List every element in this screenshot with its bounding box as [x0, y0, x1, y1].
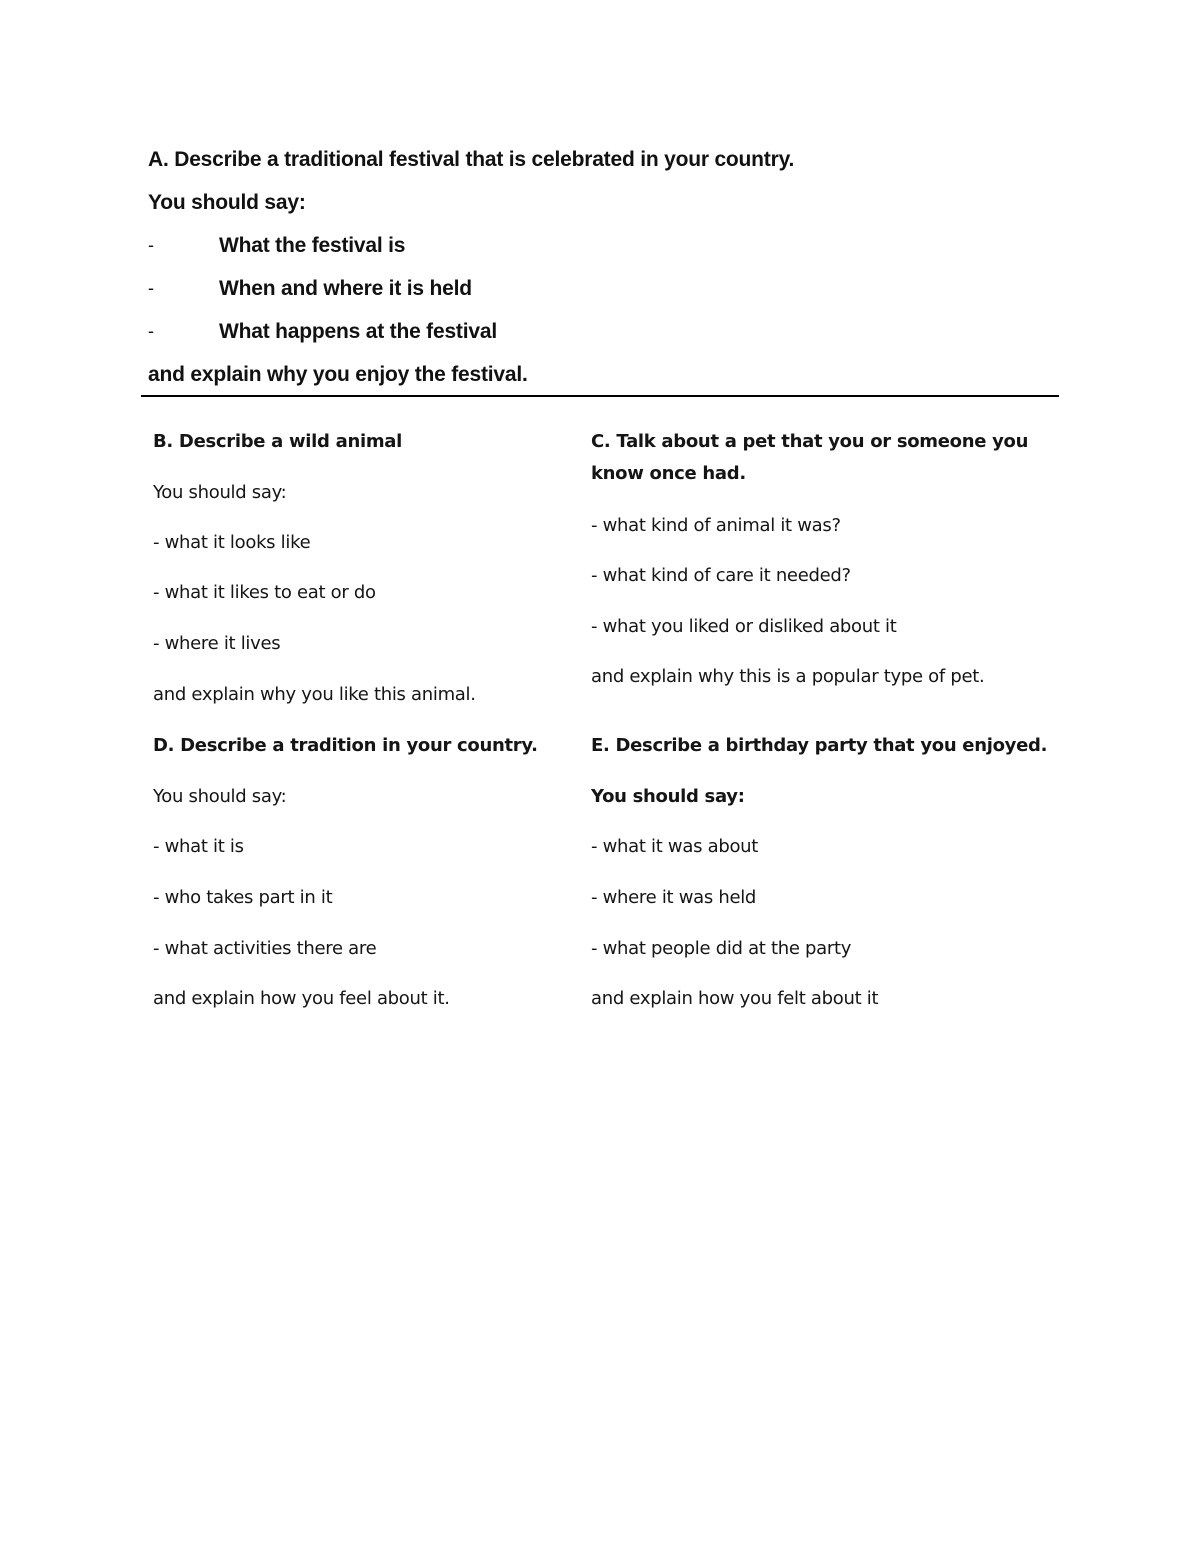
section-b-closing: and explain why you like this animal. — [153, 684, 476, 705]
section-a-bullet — [148, 267, 1048, 310]
list-item: - where it was held — [591, 887, 757, 908]
section-a-bullet — [148, 224, 1048, 267]
section-a — [148, 138, 1048, 396]
list-item: - what it was about — [591, 836, 759, 857]
bullet-text: What the festival is — [219, 234, 406, 257]
section-c-heading-line2: know once had. — [591, 463, 746, 484]
bullet-text: When and where it is held — [219, 277, 472, 300]
section-c-heading-line1: C. Talk about a pet that you or someone you — [591, 431, 1029, 452]
section-a-bullet — [148, 310, 1048, 353]
section-d-closing: and explain how you feel about it. — [153, 988, 450, 1009]
bullet-dash: - — [148, 235, 154, 255]
section-e-heading: E. Describe a birthday party that you enjoyed. — [591, 735, 1048, 756]
section-a-prompt: You should say: — [148, 191, 306, 214]
section-d-heading: D. Describe a tradition in your country. — [153, 735, 538, 756]
bullet-text: What happens at the festival — [219, 320, 497, 343]
list-item: - what it looks like — [153, 532, 311, 553]
section-e-prompt: You should say: — [591, 786, 745, 807]
section-b-prompt: You should say: — [153, 482, 287, 503]
section-divider — [141, 395, 1059, 397]
bullet-dash: - — [148, 321, 154, 341]
section-b-heading: B. Describe a wild animal — [153, 431, 403, 452]
list-item: - what kind of animal it was? — [591, 515, 841, 536]
bullet-dash: - — [148, 278, 154, 298]
list-item: - what it is — [153, 836, 244, 857]
list-item: - what people did at the party — [591, 938, 852, 959]
section-d-prompt: You should say: — [153, 786, 287, 807]
section-a-closing: and explain why you enjoy the festival. — [148, 363, 528, 386]
list-item: - what kind of care it needed? — [591, 565, 851, 586]
list-item: - where it lives — [153, 633, 281, 654]
list-item: - what you liked or disliked about it — [591, 616, 897, 637]
list-item: - what activities there are — [153, 938, 377, 959]
list-item: - who takes part in it — [153, 887, 333, 908]
list-item: - what it likes to eat or do — [153, 582, 376, 603]
section-e-closing: and explain how you felt about it — [591, 988, 879, 1009]
section-a-heading: A. Describe a traditional festival that is celebrated in your country. — [148, 148, 795, 171]
section-c-closing: and explain why this is a popular type of pet. — [591, 666, 985, 687]
